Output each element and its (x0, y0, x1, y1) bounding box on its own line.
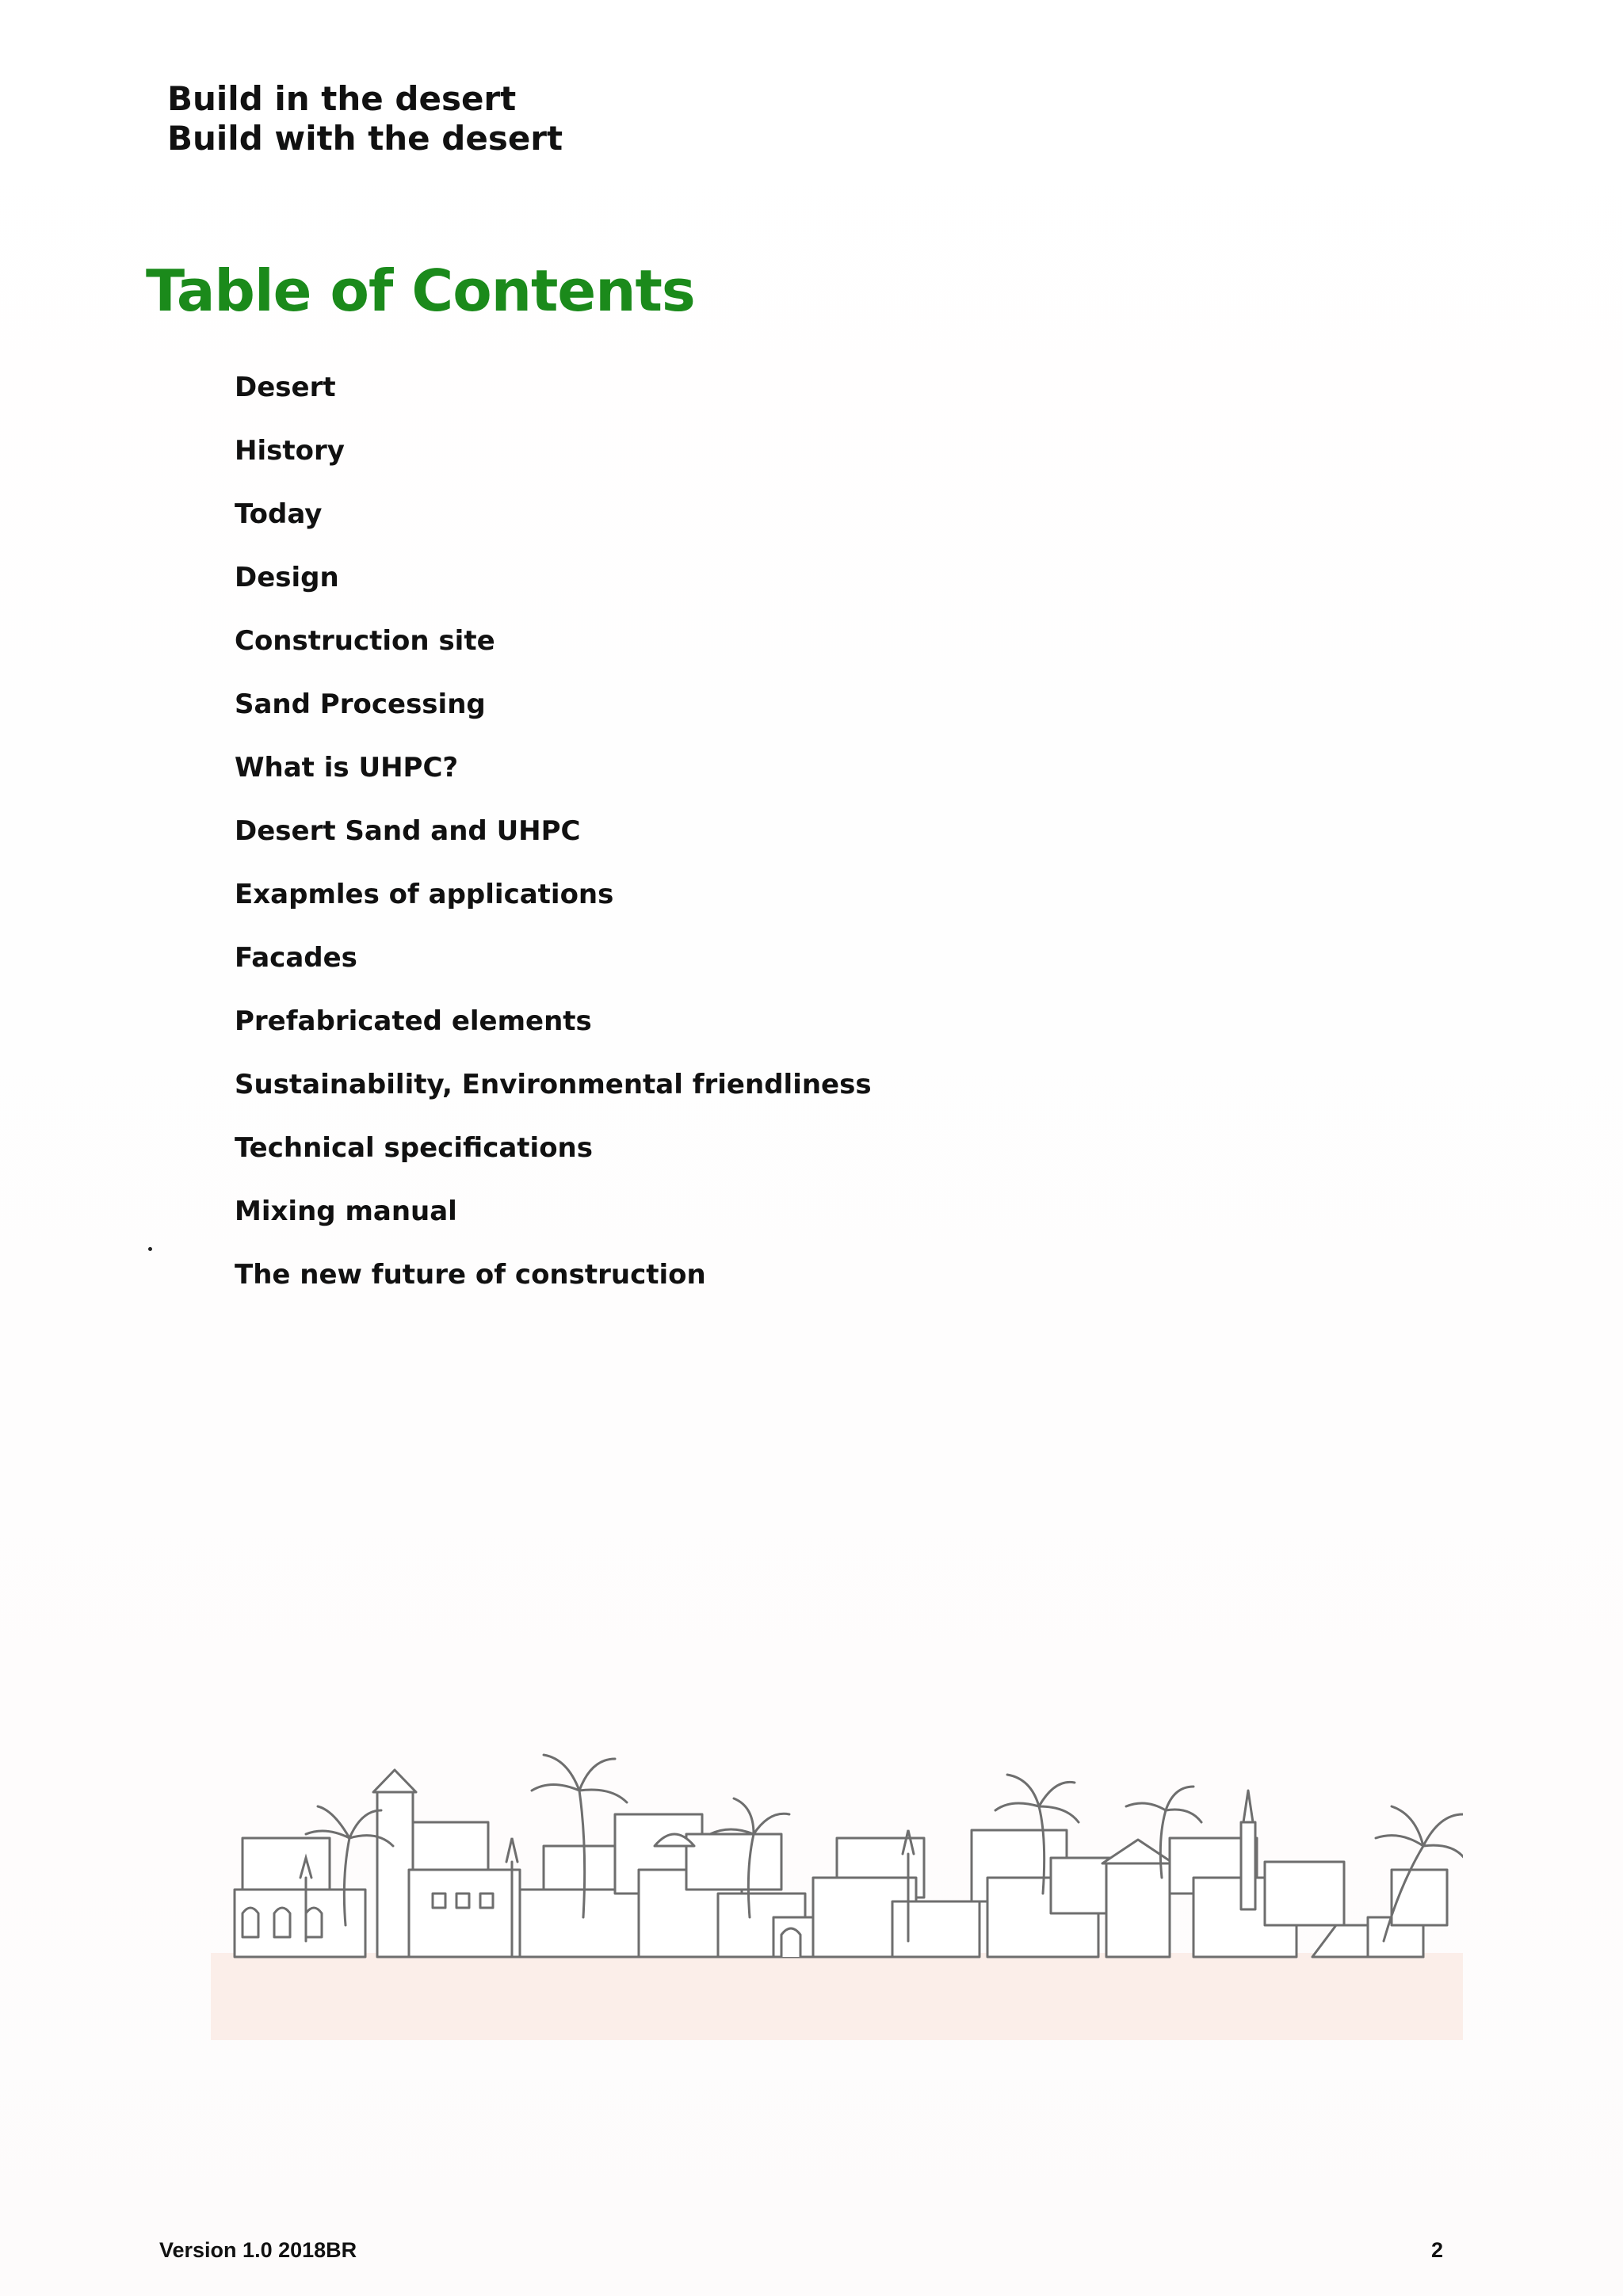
toc-item: Facades (235, 942, 357, 974)
toc-item: What is UHPC? (235, 752, 459, 784)
toc-title: Table of Contents (146, 257, 695, 324)
footer-version: Version 1.0 2018BR (159, 2238, 357, 2262)
toc-item: Desert (235, 372, 336, 403)
toc-item: History (235, 435, 345, 467)
toc-item: Construction site (235, 625, 495, 657)
toc-list (235, 366, 872, 1317)
toc-item: Design (235, 562, 339, 593)
desert-town-illustration (211, 1719, 1463, 2044)
header-line-2: Build with the desert (167, 119, 563, 158)
toc-item: Today (235, 498, 323, 530)
toc-item: Sand Processing (235, 688, 486, 720)
sand-band (211, 1953, 1463, 2040)
document-header (167, 79, 563, 158)
toc-item: Mixing manual (235, 1196, 457, 1227)
stray-dot (148, 1247, 152, 1251)
header-line-1: Build in the desert (167, 79, 517, 118)
toc-item: Sustainability, Environmental friendliness (235, 1069, 872, 1100)
toc-item: Technical specifications (235, 1132, 593, 1164)
toc-item: The new future of construction (235, 1259, 706, 1291)
toc-item: Exapmles of applications (235, 879, 614, 910)
toc-item: Prefabricated elements (235, 1005, 592, 1037)
footer-page-number: 2 (1431, 2238, 1444, 2262)
toc-item: Desert Sand and UHPC (235, 815, 581, 847)
